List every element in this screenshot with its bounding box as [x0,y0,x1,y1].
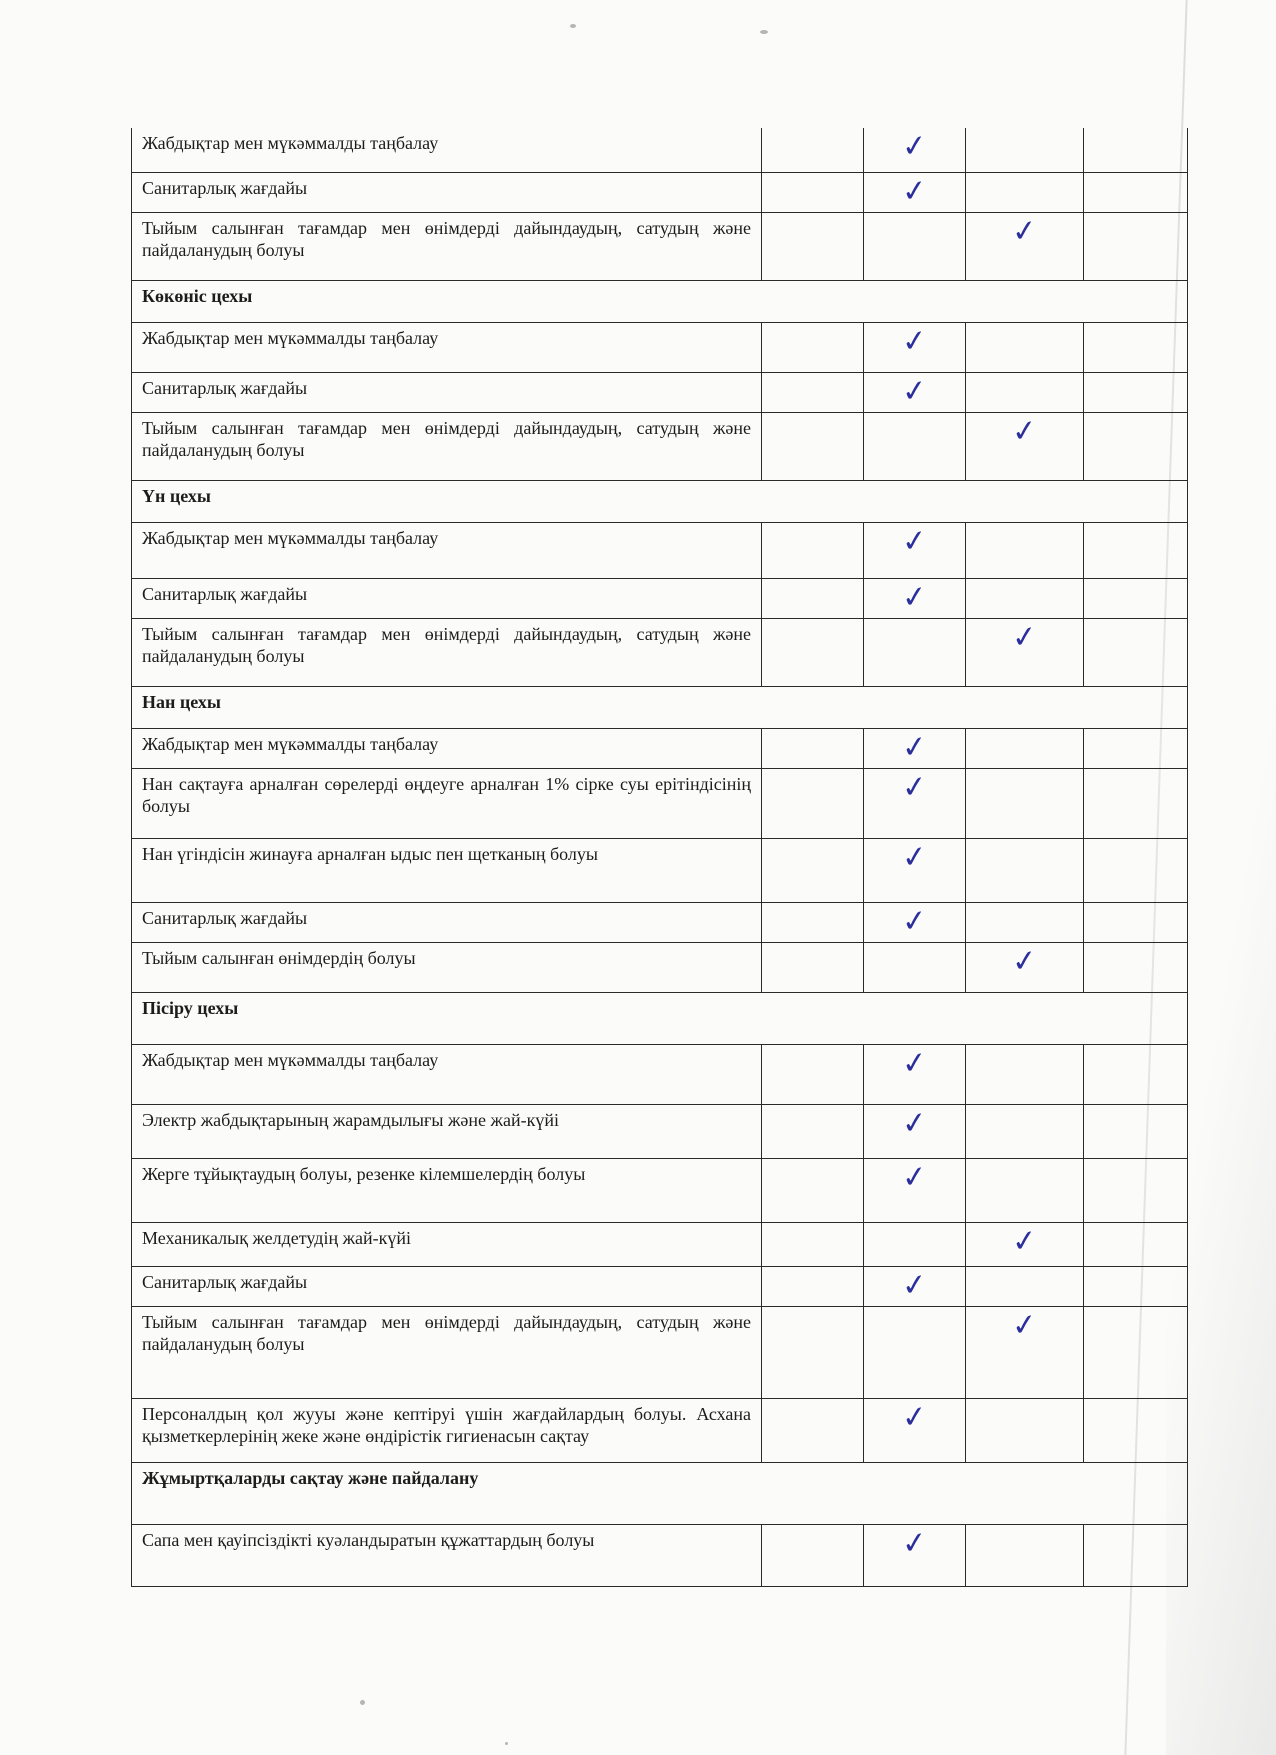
mark-cell-col-2 [864,1158,966,1222]
criterion-text: Тыйым салынған тағамдар мен өнімдерді дайындаудың, сатудың және пайдаланудың болуы [132,618,762,686]
handwritten-check-icon: ✓ [900,1524,929,1562]
mark-cell-col-1 [762,1266,864,1306]
mark-cell-col-4 [1084,1044,1188,1104]
mark-cell-col-2 [864,522,966,578]
mark-cell-col-3 [966,172,1084,212]
scan-speck [760,30,768,34]
mark-cell-col-2 [864,212,966,280]
mark-cell-col-2 [864,768,966,838]
mark-cell-col-3 [966,1104,1084,1158]
section-row [132,480,1188,522]
mark-cell-col-1 [762,522,864,578]
mark-cell-col-1 [762,728,864,768]
criterion-row [132,128,1188,172]
mark-cell-col-1 [762,838,864,902]
mark-cell-col-3 [966,522,1084,578]
mark-cell-col-3 [966,128,1084,172]
mark-cell-col-2 [864,1266,966,1306]
criterion-row [132,172,1188,212]
mark-cell-col-4 [1084,322,1188,372]
criterion-row [132,212,1188,280]
mark-cell-col-3 [966,1222,1084,1266]
mark-cell-col-4 [1084,902,1188,942]
mark-cell-col-2 [864,1044,966,1104]
handwritten-check-icon: ✓ [1010,1222,1039,1260]
mark-cell-col-1 [762,578,864,618]
handwritten-check-icon: ✓ [900,1044,929,1082]
mark-cell-col-4 [1084,1266,1188,1306]
mark-cell-col-3 [966,1524,1084,1586]
handwritten-check-icon: ✓ [900,728,929,766]
criterion-text: Нан үгіндісін жинауға арналған ыдыс пен щетканың болуы [132,838,762,902]
criterion-text: Жабдықтар мен мүкәммалды таңбалау [132,128,762,172]
mark-cell-col-3 [966,942,1084,992]
criterion-row [132,838,1188,902]
mark-cell-col-3 [966,1266,1084,1306]
mark-cell-col-4 [1084,728,1188,768]
inspection-checklist-table [131,128,1188,1587]
handwritten-check-icon: ✓ [900,768,929,806]
criterion-row [132,1158,1188,1222]
criterion-text: Санитарлық жағдайы [132,578,762,618]
handwritten-check-icon: ✓ [900,127,929,166]
criterion-text: Санитарлық жағдайы [132,172,762,212]
mark-cell-col-2 [864,1222,966,1266]
scan-speck [570,24,576,28]
criterion-text: Санитарлық жағдайы [132,902,762,942]
mark-cell-col-3 [966,728,1084,768]
mark-cell-col-1 [762,1222,864,1266]
handwritten-check-icon: ✓ [900,578,929,616]
criterion-text: Механикалық желдетудің жай-күйі [132,1222,762,1266]
mark-cell-col-2 [864,1104,966,1158]
criterion-text: Жабдықтар мен мүкәммалды таңбалау [132,322,762,372]
mark-cell-col-2 [864,1524,966,1586]
criterion-row [132,1266,1188,1306]
mark-cell-col-3 [966,618,1084,686]
criterion-row [132,1222,1188,1266]
mark-cell-col-3 [966,322,1084,372]
criterion-row [132,1104,1188,1158]
mark-cell-col-1 [762,1044,864,1104]
criterion-row [132,412,1188,480]
mark-cell-col-2 [864,1306,966,1398]
criterion-text: Санитарлық жағдайы [132,1266,762,1306]
mark-cell-col-4 [1084,522,1188,578]
handwritten-check-icon: ✓ [900,1398,929,1436]
handwritten-check-icon: ✓ [1010,1306,1039,1344]
mark-cell-col-4 [1084,1158,1188,1222]
mark-cell-col-3 [966,768,1084,838]
handwritten-check-icon: ✓ [900,322,929,360]
scan-speck [505,1742,508,1745]
criterion-row [132,578,1188,618]
criterion-text: Электр жабдықтарының жарамдылығы және жай-күйі [132,1104,762,1158]
mark-cell-col-3 [966,1044,1084,1104]
mark-cell-col-1 [762,618,864,686]
mark-cell-col-2 [864,942,966,992]
section-title: Жұмыртқаларды сақтау және пайдалану [132,1462,1188,1524]
mark-cell-col-4 [1084,838,1188,902]
mark-cell-col-1 [762,768,864,838]
mark-cell-col-4 [1084,618,1188,686]
criterion-text: Тыйым салынған өнімдердің болуы [132,942,762,992]
checklist-body [132,128,1188,1586]
section-row [132,280,1188,322]
mark-cell-col-3 [966,212,1084,280]
mark-cell-col-2 [864,728,966,768]
section-row [132,1462,1188,1524]
mark-cell-col-2 [864,902,966,942]
mark-cell-col-1 [762,1104,864,1158]
section-title: Үн цехы [132,480,1188,522]
mark-cell-col-4 [1084,172,1188,212]
mark-cell-col-4 [1084,412,1188,480]
criterion-row [132,728,1188,768]
mark-cell-col-4 [1084,1524,1188,1586]
mark-cell-col-1 [762,128,864,172]
criterion-text: Тыйым салынған тағамдар мен өнімдерді дайындаудың, сатудың және пайдаланудың болуы [132,1306,762,1398]
criterion-row [132,1524,1188,1586]
mark-cell-col-1 [762,412,864,480]
criterion-row [132,522,1188,578]
mark-cell-col-3 [966,372,1084,412]
mark-cell-col-3 [966,1398,1084,1462]
scan-speck [360,1700,365,1705]
mark-cell-col-1 [762,322,864,372]
mark-cell-col-1 [762,1398,864,1462]
section-title: Нан цехы [132,686,1188,728]
mark-cell-col-2 [864,578,966,618]
mark-cell-col-1 [762,1158,864,1222]
mark-cell-col-3 [966,1158,1084,1222]
handwritten-check-icon: ✓ [1010,942,1039,980]
handwritten-check-icon: ✓ [900,172,929,210]
criterion-row [132,942,1188,992]
criterion-text: Сапа мен қауіпсіздікті куәландыратын құжаттардың болуы [132,1524,762,1586]
mark-cell-col-4 [1084,212,1188,280]
mark-cell-col-4 [1084,768,1188,838]
section-row [132,686,1188,728]
criterion-row [132,768,1188,838]
handwritten-check-icon: ✓ [900,522,929,560]
handwritten-check-icon: ✓ [900,838,929,876]
handwritten-check-icon: ✓ [900,1104,929,1142]
handwritten-check-icon: ✓ [1010,618,1039,656]
mark-cell-col-1 [762,902,864,942]
mark-cell-col-3 [966,902,1084,942]
mark-cell-col-2 [864,618,966,686]
mark-cell-col-2 [864,838,966,902]
handwritten-check-icon: ✓ [1010,412,1039,450]
criterion-text: Жабдықтар мен мүкәммалды таңбалау [132,728,762,768]
mark-cell-col-4 [1084,1222,1188,1266]
mark-cell-col-4 [1084,578,1188,618]
criterion-row [132,372,1188,412]
criterion-text: Жерге тұйықтаудың болуы, резенке кілемшелердің болуы [132,1158,762,1222]
criterion-row [132,618,1188,686]
handwritten-check-icon: ✓ [900,1266,929,1304]
section-title: Көкөніс цехы [132,280,1188,322]
criterion-text: Персоналдың қол жууы және кептіруі үшін жағдайлардың болуы. Асхана қызметкерлерінің жеке және өндірістік гигиенасын сақтау [132,1398,762,1462]
mark-cell-col-4 [1084,128,1188,172]
criterion-row [132,1398,1188,1462]
mark-cell-col-2 [864,128,966,172]
handwritten-check-icon: ✓ [1010,212,1039,250]
handwritten-check-icon: ✓ [900,372,929,410]
mark-cell-col-2 [864,412,966,480]
mark-cell-col-2 [864,172,966,212]
mark-cell-col-4 [1084,1398,1188,1462]
criterion-text: Тыйым салынған тағамдар мен өнімдерді дайындаудың, сатудың және пайдаланудың болуы [132,212,762,280]
criterion-row [132,1306,1188,1398]
mark-cell-col-4 [1084,1104,1188,1158]
mark-cell-col-1 [762,372,864,412]
mark-cell-col-4 [1084,372,1188,412]
handwritten-check-icon: ✓ [900,1158,929,1196]
mark-cell-col-3 [966,838,1084,902]
section-row [132,992,1188,1044]
mark-cell-col-4 [1084,1306,1188,1398]
criterion-text: Жабдықтар мен мүкәммалды таңбалау [132,1044,762,1104]
criterion-row [132,322,1188,372]
mark-cell-col-1 [762,1524,864,1586]
criterion-row [132,902,1188,942]
mark-cell-col-2 [864,322,966,372]
mark-cell-col-3 [966,1306,1084,1398]
handwritten-check-icon: ✓ [900,902,929,940]
section-title: Пісіру цехы [132,992,1188,1044]
criterion-text: Санитарлық жағдайы [132,372,762,412]
criterion-text: Тыйым салынған тағамдар мен өнімдерді дайындаудың, сатудың және пайдаланудың болуы [132,412,762,480]
mark-cell-col-1 [762,172,864,212]
mark-cell-col-1 [762,1306,864,1398]
mark-cell-col-3 [966,412,1084,480]
criterion-text: Нан сақтауға арналған сөрелерді өңдеуге арналған 1% сірке суы ерітіндісінің болуы [132,768,762,838]
mark-cell-col-3 [966,578,1084,618]
criterion-text: Жабдықтар мен мүкәммалды таңбалау [132,522,762,578]
mark-cell-col-1 [762,212,864,280]
criterion-row [132,1044,1188,1104]
mark-cell-col-2 [864,1398,966,1462]
mark-cell-col-2 [864,372,966,412]
mark-cell-col-4 [1084,942,1188,992]
mark-cell-col-1 [762,942,864,992]
